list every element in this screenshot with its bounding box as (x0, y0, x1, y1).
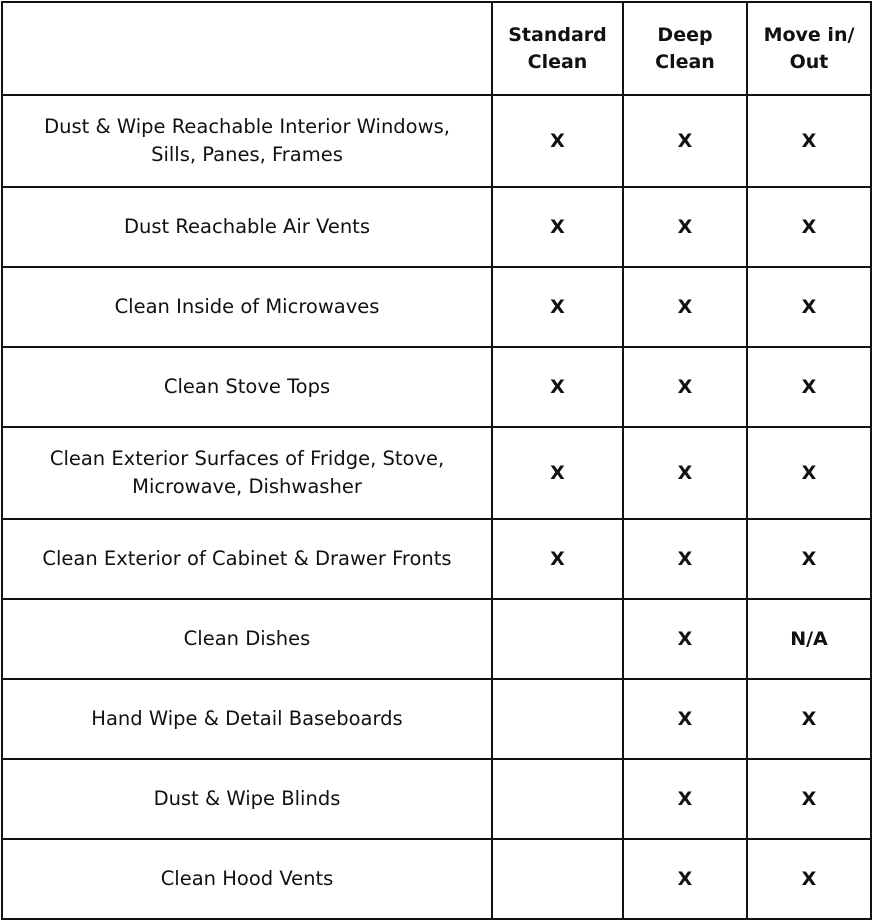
deep-mark: X (623, 759, 747, 839)
deep-mark: X (623, 599, 747, 679)
task-cell: Clean Exterior Surfaces of Fridge, Stove, Microwave, Dishwasher (2, 427, 492, 519)
deep-mark: X (623, 839, 747, 919)
header-row (2, 2, 871, 95)
move-mark: X (747, 759, 871, 839)
task-cell: Clean Stove Tops (2, 347, 492, 427)
standard-mark: X (492, 347, 623, 427)
task-cell: Clean Exterior of Cabinet & Drawer Fronts (2, 519, 492, 599)
table-row (2, 267, 871, 347)
standard-mark (492, 599, 623, 679)
standard-mark (492, 679, 623, 759)
move-mark: N/A (747, 599, 871, 679)
task-cell: Dust & Wipe Blinds (2, 759, 492, 839)
table-row (2, 347, 871, 427)
standard-mark: X (492, 95, 623, 187)
task-cell: Dust Reachable Air Vents (2, 187, 492, 267)
cleaning-comparison-table (1, 1, 872, 920)
standard-mark: X (492, 427, 623, 519)
deep-mark: X (623, 95, 747, 187)
move-mark: X (747, 679, 871, 759)
move-mark: X (747, 427, 871, 519)
task-cell: Clean Hood Vents (2, 839, 492, 919)
table-row (2, 679, 871, 759)
move-mark: X (747, 267, 871, 347)
deep-mark: X (623, 679, 747, 759)
task-cell: Clean Dishes (2, 599, 492, 679)
deep-mark: X (623, 427, 747, 519)
move-mark: X (747, 347, 871, 427)
header-deep-clean: Deep Clean (623, 2, 747, 95)
header-move-in-out: Move in/ Out (747, 2, 871, 95)
standard-mark (492, 759, 623, 839)
table-row (2, 759, 871, 839)
standard-mark (492, 839, 623, 919)
table-row (2, 839, 871, 919)
move-mark: X (747, 519, 871, 599)
corner-cell (2, 2, 492, 95)
task-cell: Hand Wipe & Detail Baseboards (2, 679, 492, 759)
move-mark: X (747, 187, 871, 267)
move-mark: X (747, 95, 871, 187)
deep-mark: X (623, 519, 747, 599)
deep-mark: X (623, 267, 747, 347)
table-row (2, 95, 871, 187)
table-row (2, 519, 871, 599)
task-cell: Dust & Wipe Reachable Interior Windows, Sills, Panes, Frames (2, 95, 492, 187)
move-mark: X (747, 839, 871, 919)
table-row (2, 599, 871, 679)
table-row (2, 427, 871, 519)
standard-mark: X (492, 519, 623, 599)
standard-mark: X (492, 187, 623, 267)
deep-mark: X (623, 187, 747, 267)
task-cell: Clean Inside of Microwaves (2, 267, 492, 347)
standard-mark: X (492, 267, 623, 347)
deep-mark: X (623, 347, 747, 427)
table-row (2, 187, 871, 267)
header-standard-clean: Standard Clean (492, 2, 623, 95)
